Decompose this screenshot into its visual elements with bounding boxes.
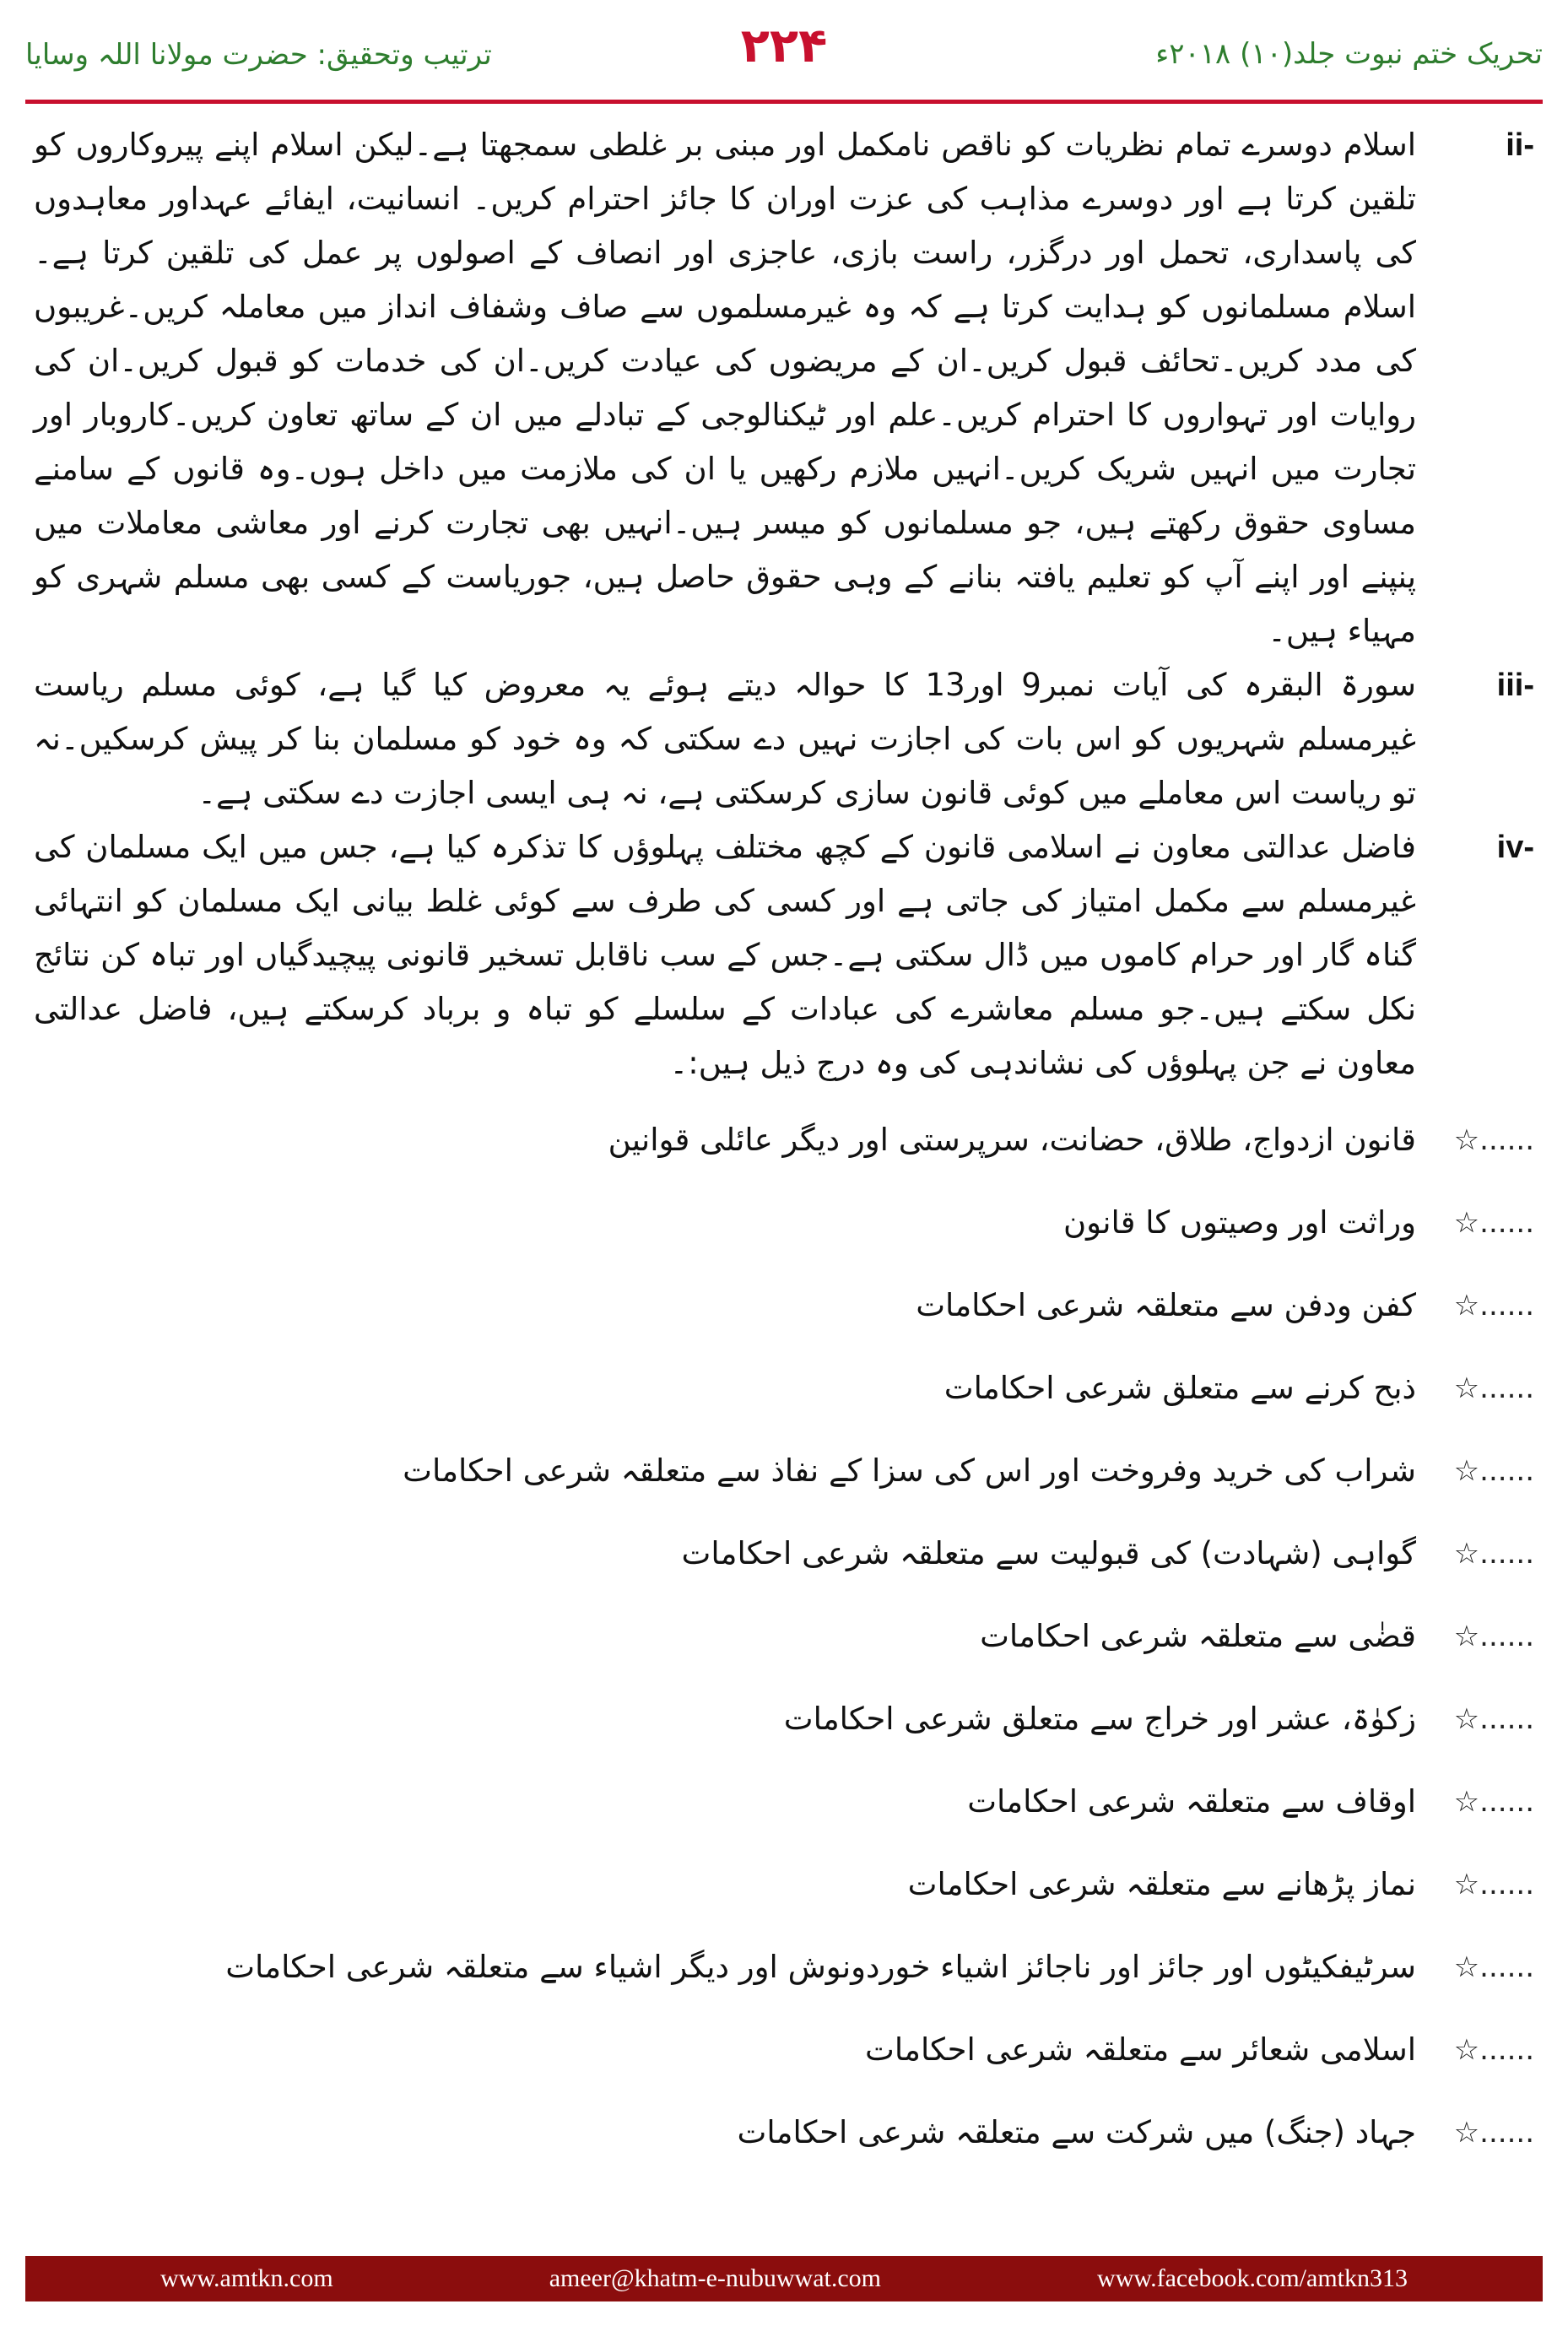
list-item: ☆...... نماز پڑھانے سے متعلقہ شرعی احکامات [34,1843,1534,1926]
star-icon: ☆...... [1453,1454,1534,1488]
list-item: ☆...... وراثت اور وصیتوں کا قانون [34,1182,1534,1264]
star-icon: ☆...... [1453,1620,1534,1653]
star-icon: ☆...... [1453,1537,1534,1571]
paragraph-ii [34,118,1534,658]
paragraph-number: iii- [1496,668,1534,703]
paragraph-text: فاضل عدالتی معاون نے اسلامی قانون کے کچھ مختلف پہلوؤں کا تذکرہ کیا ہے، جس میں ایک مسلمان کی غیرمسلم سے مکمل امتیاز کی جاتی ہے اور کسی کی طرف سے کوئی غلط بیانی ایک مسلمان کو انتہائی گناہ گار اور حرام کاموں میں ڈال سکتی ہے۔جس کے سب ناقابل تسخیر قانونی پیچیدگیاں اور تباہ کن نتائج نکل سکتے ہیں۔جو مسلم معاشرے کی عبادات کے سلسلے کو تباہ و برباد کرسکتے ہیں، فاضل عدالتی معاون نے جن پہلوؤں کی نشاندہی کی وہ درج ذیل ہیں:۔ [34,829,1416,1081]
page-header [25,0,1543,93]
star-icon: ☆...... [1453,1785,1534,1819]
star-icon: ☆...... [1453,1206,1534,1240]
star-icon: ☆...... [1453,2033,1534,2067]
list-item: ☆...... گواہی (شہادت) کی قبولیت سے متعلقہ شرعی احکامات [34,1512,1534,1595]
list-item: ☆...... جہاد (جنگ) میں شرکت سے متعلقہ شرعی احکامات [34,2091,1534,2174]
list-item: ☆...... قانون ازدواج، طلاق، حضانت، سرپرستی اور دیگر عائلی قوانین [34,1099,1534,1182]
paragraph-text: سورۃ البقرہ کی آیات نمبر9 اور13 کا حوالہ دیتے ہوئے یہ معروض کیا گیا ہے، کوئی مسلم ریاست غیرمسلم شہریوں کو اس بات کی اجازت نہیں دے سکتی کہ وہ خود کو مسلمان بنا کر پیش کرسکیں۔نہ تو ریاست اس معاملے میں کوئی قانون سازی کرسکتی ہے، نہ ہی ایسی اجازت دے سکتی ہے۔ [34,667,1416,811]
list-item: ☆...... زکوٰۃ، عشر اور خراج سے متعلق شرعی احکامات [34,1678,1534,1761]
book-title: تحریک ختم نبوت جلد(۱۰) ۲۰۱۸ء [1155,37,1543,71]
star-icon: ☆...... [1453,1950,1534,1984]
facebook-link[interactable]: www.facebook.com/amtkn313 [1097,2264,1408,2292]
page-footer [25,2256,1543,2301]
star-icon: ☆...... [1453,2116,1534,2150]
list-item: ☆...... شراب کی خرید وفروخت اور اس کی سزا کے نفاذ سے متعلقہ شرعی احکامات [34,1430,1534,1512]
header-divider [25,100,1543,104]
star-icon: ☆...... [1453,1123,1534,1157]
list-item: ☆...... اوقاف سے متعلقہ شرعی احکامات [34,1761,1534,1843]
page-body [34,118,1534,2174]
paragraph-number: iv- [1496,830,1534,865]
star-icon: ☆...... [1453,1289,1534,1322]
page-number: ۲۲۴ [740,19,828,73]
aspects-list [34,1099,1534,2174]
star-icon: ☆...... [1453,1371,1534,1405]
star-icon: ☆...... [1453,1702,1534,1736]
website-link[interactable]: www.amtkn.com [160,2264,333,2292]
email-link[interactable]: ameer@khatm-e-nubuwwat.com [549,2264,882,2292]
list-item: ☆...... اسلامی شعائر سے متعلقہ شرعی احکامات [34,2009,1534,2091]
list-item: ☆...... قضٰی سے متعلقہ شرعی احکامات [34,1595,1534,1678]
paragraph-iii [34,658,1534,820]
compiler-credit: ترتیب وتحقیق: حضرت مولانا اللہ وسایا [25,38,492,72]
list-item: ☆...... ذبح کرنے سے متعلق شرعی احکامات [34,1347,1534,1430]
paragraph-number: ii- [1506,127,1534,163]
paragraph-text: اسلام دوسرے تمام نظریات کو ناقص نامکمل اور مبنی بر غلطی سمجھتا ہے۔لیکن اسلام اپنے پیروکاروں کو تلقین کرتا ہے اور دوسرے مذاہب کی عزت اوران کا جائز احترام کریں۔ انسانیت، ایفائے عہداور معاہدوں کی پاسداری، تحمل اور درگزر، راست بازی، عاجزی اور انصاف کے اصولوں پر عمل کی تلقین کرتا ہے۔اسلام مسلمانوں کو ہدایت کرتا ہے کہ وہ غیرمسلموں سے صاف وشفاف انداز میں معاملہ کریں۔غریبوں کی مدد کریں۔تحائف قبول کریں۔ان کے مریضوں کی عیادت کریں۔ان کی خدمات کو قبول کریں۔ان کی روایات اور تہواروں کا احترام کریں۔علم اور ٹیکنالوجی کے تبادلے میں ان کے ساتھ تعاون کریں۔کاروبار اور تجارت میں انہیں شریک کریں۔انہیں ملازم رکھیں یا ان کی ملازمت میں داخل ہوں۔وہ قانوں کے سامنے مساوی حقوق رکھتے ہیں، جو مسلمانوں کو میسر ہیں۔انہیں بھی تجارت کرنے اور معاشی معاملات میں پنپنے اور اپنے آپ کو تعلیم یافتہ بنانے کے وہی حقوق حاصل ہیں، جوریاست کے کسی بھی مسلم شہری کو مہیاء ہیں۔ [34,127,1416,649]
list-item: ☆...... سرٹیفکیٹوں اور جائز اور ناجائز اشیاء خوردونوش اور دیگر اشیاء سے متعلقہ شرعی احکامات [34,1926,1534,2009]
paragraph-iv [34,820,1534,1090]
list-item: ☆...... کفن ودفن سے متعلقہ شرعی احکامات [34,1264,1534,1347]
star-icon: ☆...... [1453,1868,1534,1901]
